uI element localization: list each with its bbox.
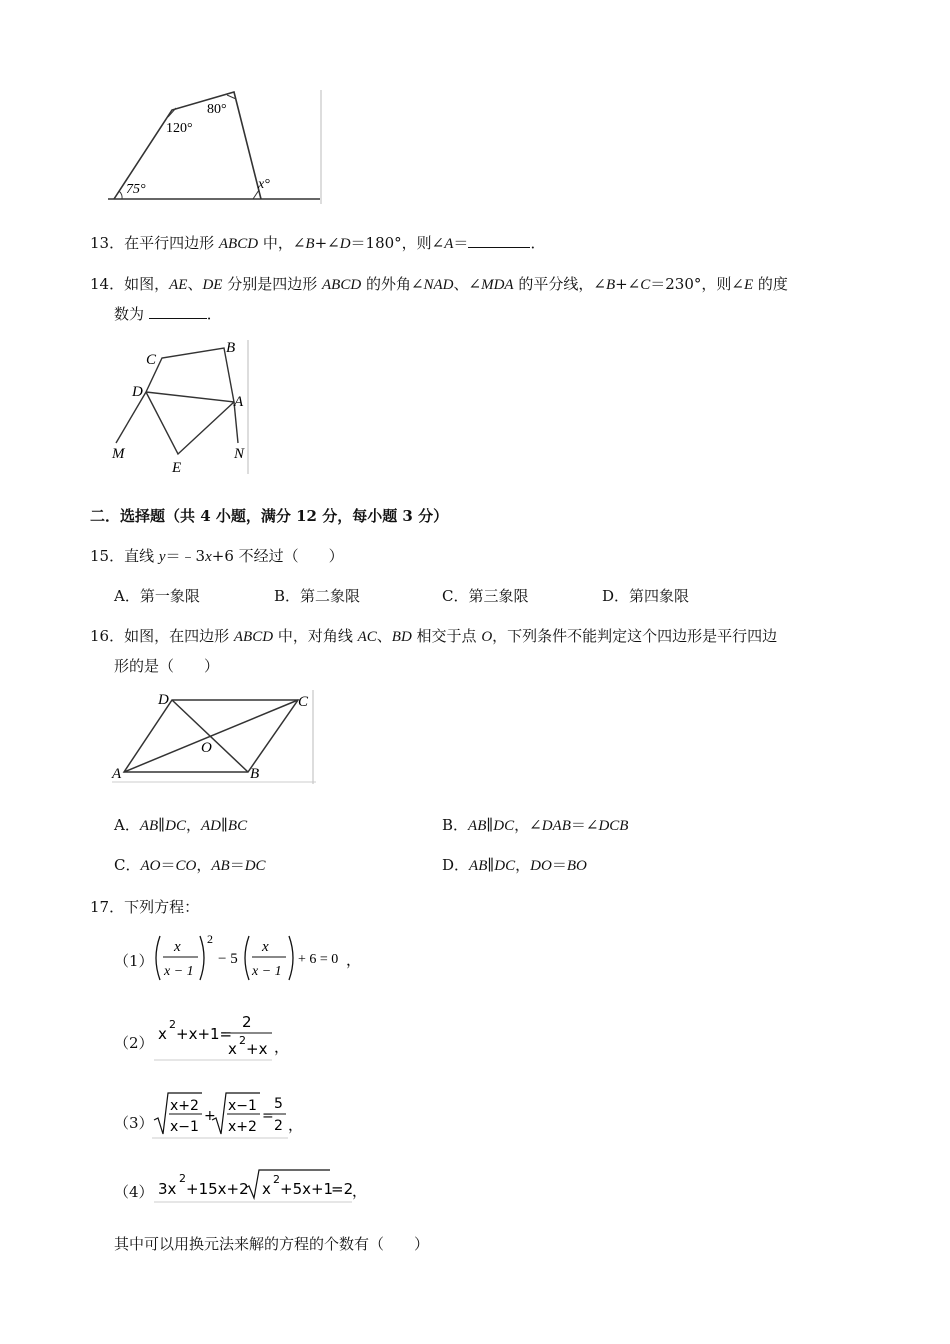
question-number: 16． <box>90 627 125 645</box>
option-c[interactable]: C．第三象限 <box>442 587 529 605</box>
equation-1-number: （1） <box>114 952 154 970</box>
option-letter: C． <box>114 856 141 874</box>
eq4-radicand-square: 2 <box>273 1173 280 1186</box>
sym: ， <box>515 856 531 874</box>
seg: AO <box>140 858 161 874</box>
q16-text: 相交于点 <box>411 627 482 645</box>
q16-o: O <box>481 629 493 645</box>
question-13 <box>90 232 545 255</box>
option-letter: A． <box>114 816 140 834</box>
q14-text: ． <box>206 305 222 323</box>
seg: AB <box>468 818 487 834</box>
sym: ＝ <box>551 856 567 874</box>
equation-3 <box>152 1090 302 1142</box>
eq2-numerator: 2 <box>242 1013 252 1031</box>
q13-text: +∠ <box>314 234 340 252</box>
eq4-mid: +15x+2 <box>186 1180 249 1198</box>
q16-text: ，下列条件不能判定这个四边形是平行四边 <box>492 627 778 645</box>
eq2-den-square: 2 <box>239 1034 246 1047</box>
q14-text: ＝230°，则∠ <box>650 275 744 293</box>
option-a[interactable]: A．第一象限 <box>114 587 200 605</box>
q13-text: ． <box>530 234 546 252</box>
q13-a: A <box>444 236 454 252</box>
q13-text: 在平行四边形 <box>124 234 219 252</box>
q14-text: 的度 <box>753 275 788 293</box>
equation-4 <box>154 1166 368 1206</box>
q13-text: ＝180°，则∠ <box>350 234 445 252</box>
seg: DAB <box>541 818 571 834</box>
seg: DCB <box>598 818 629 834</box>
q14-c: C <box>640 277 651 293</box>
section-heading: 二．选择题（共 4 小题，满分 12 分，每小题 3 分） <box>90 507 449 525</box>
equation-3-number: （3） <box>114 1114 154 1132</box>
eq2-den-rest: +x <box>246 1040 268 1058</box>
q16-ac: AC <box>357 629 377 645</box>
angle-120-label: 120° <box>166 121 193 136</box>
q16-bd: BD <box>391 629 412 645</box>
q14-abcd: ABCD <box>322 277 362 293</box>
option-d[interactable] <box>442 854 587 877</box>
q13-text: 中，∠ <box>258 234 306 252</box>
q14-text: 如图， <box>124 275 170 293</box>
option-d[interactable]: D．第四象限 <box>602 587 690 605</box>
figure-q12-quadrilateral <box>108 86 326 206</box>
q13-abcd: ABCD <box>218 236 259 252</box>
eq2-den-x: x <box>228 1040 237 1058</box>
eq3-plus: + <box>204 1108 216 1124</box>
q13-d: D <box>339 236 351 252</box>
sym: ， <box>196 856 212 874</box>
eq3-num1: x+2 <box>170 1098 199 1114</box>
eq4-3x: 3x <box>158 1180 177 1198</box>
option-letter: B． <box>442 816 469 834</box>
point-b-label: B <box>250 766 260 782</box>
question-17 <box>90 896 199 918</box>
seg: DC <box>165 818 186 834</box>
q14-b: B <box>605 277 616 293</box>
point-a-label: A <box>234 394 244 410</box>
angle-75-label: 75° <box>126 182 146 197</box>
eq4-comma: ， <box>352 1184 368 1200</box>
q14-text: +∠ <box>615 275 641 293</box>
eq4-square: 2 <box>179 1172 186 1185</box>
point-e-label: E <box>172 460 182 476</box>
q16-text: 如图，在四边形 <box>124 627 234 645</box>
question-14 <box>90 273 788 296</box>
seg: AB <box>139 818 159 834</box>
option-letter: D． <box>442 856 470 874</box>
angle-80-label: 80° <box>207 102 227 117</box>
q14-ae: AE <box>169 277 188 293</box>
eq4-rhs: =2 <box>331 1180 354 1198</box>
question-16 <box>90 625 777 648</box>
q14-text: 、 <box>187 275 203 293</box>
eq4-radicand-rest: +5x+1 <box>280 1180 334 1198</box>
eq3-den2: x+2 <box>228 1119 257 1135</box>
q14-nad: NAD <box>423 277 454 293</box>
question-number: 17． <box>90 898 125 916</box>
q14-mda: MDA <box>481 277 514 293</box>
equation-4-number: （4） <box>114 1183 154 1201</box>
q14-de: DE <box>202 277 223 293</box>
seg: AB <box>469 858 488 874</box>
sym: ，∠ <box>514 816 542 834</box>
eq1-power: 2 <box>207 932 213 946</box>
point-n-label: N <box>234 446 245 462</box>
question-17-prompt: 其中可以用换元法来解的方程的个数有（ ） <box>114 1235 430 1253</box>
point-b-label: B <box>226 340 236 356</box>
q14-text: 的平分线，∠ <box>513 275 606 293</box>
eq2-square: 2 <box>169 1018 176 1031</box>
figure-q14-quadrilateral <box>108 336 252 478</box>
sym: ＝ <box>160 856 176 874</box>
question-number: 15． <box>90 547 125 565</box>
sym: ∥ <box>220 816 228 834</box>
seg: BC <box>227 818 248 834</box>
eq1-minus-5: − 5 <box>218 951 238 967</box>
eq1-denominator-2: x − 1 <box>252 964 282 979</box>
sym: ， <box>185 816 201 834</box>
eq3-num2: x−1 <box>228 1098 257 1114</box>
sym: ＝∠ <box>570 816 599 834</box>
eq1-comma: ， <box>346 953 362 969</box>
point-d-label: D <box>132 384 143 400</box>
sym: ∥ <box>487 856 495 874</box>
seg: BO <box>566 858 587 874</box>
eq3-comma: ， <box>288 1118 304 1134</box>
q14-text: 分别是四边形 <box>222 275 322 293</box>
angle-x-label: x° <box>258 177 270 192</box>
question-16-line-2: 形的是（ ） <box>114 657 220 675</box>
point-a-label: A <box>112 766 122 782</box>
option-b[interactable]: B．第二象限 <box>274 587 361 605</box>
q16-text: 中，对角线 <box>273 627 358 645</box>
eq1-numerator-2: x <box>262 939 269 955</box>
eq3-num3: 5 <box>274 1096 283 1112</box>
question-15 <box>90 545 344 568</box>
sym: ＝ <box>229 856 245 874</box>
q14-text: 的外角∠ <box>361 275 424 293</box>
q15-text: +6 不经过（ ） <box>211 547 344 565</box>
eq1-numerator: x <box>174 939 181 955</box>
sym: ∥ <box>486 816 494 834</box>
q13-b: B <box>305 236 315 252</box>
equation-2-number: （2） <box>114 1034 154 1052</box>
option-b[interactable] <box>442 814 628 837</box>
eq2-x: x <box>158 1025 167 1043</box>
q15-x: x <box>205 549 212 565</box>
q14-text: 数为 <box>114 305 149 323</box>
seg: AB <box>211 858 230 874</box>
seg: CO <box>175 858 197 874</box>
eq1-denominator: x − 1 <box>164 964 194 979</box>
q16-abcd: ABCD <box>233 629 274 645</box>
eq2-comma: ， <box>274 1040 290 1056</box>
eq1-tail: + 6 = 0 <box>298 952 339 967</box>
option-c[interactable] <box>114 854 266 877</box>
point-m-label: M <box>112 446 125 462</box>
q15-y: y <box>158 549 166 565</box>
equation-2 <box>154 1010 294 1064</box>
seg: DC <box>493 818 515 834</box>
sym: ∥ <box>158 816 166 834</box>
answer-blank[interactable] <box>468 233 530 248</box>
point-c-label: C <box>298 694 309 710</box>
q17-text: 下列方程： <box>124 898 200 916</box>
q16-text: 、 <box>376 627 392 645</box>
question-number: 14． <box>90 275 125 293</box>
option-a[interactable] <box>114 814 247 837</box>
q14-text: 、∠ <box>453 275 482 293</box>
eq3-den3: 2 <box>274 1118 283 1134</box>
point-d-label: D <box>158 692 169 708</box>
eq3-den1: x−1 <box>170 1119 199 1135</box>
seg: AD <box>200 818 221 834</box>
q14-e: E <box>743 277 754 293</box>
question-number: 13． <box>90 234 125 252</box>
point-o-label: O <box>201 740 212 756</box>
q13-text: ＝ <box>453 234 469 252</box>
eq3-equals: = <box>262 1108 274 1124</box>
eq2-lhs: +x+1= <box>176 1025 233 1043</box>
equation-1 <box>150 928 360 988</box>
seg: DO <box>530 858 552 874</box>
question-14-line-2 <box>114 303 222 325</box>
q15-text: ＝﹣3 <box>165 547 206 565</box>
answer-blank[interactable] <box>149 304 207 319</box>
point-c-label: C <box>146 352 157 368</box>
figure-q16-parallelogram <box>110 688 316 786</box>
seg: DC <box>244 858 266 874</box>
q15-text: 直线 <box>124 547 159 565</box>
seg: DC <box>494 858 516 874</box>
eq4-radicand-x: x <box>262 1180 271 1198</box>
